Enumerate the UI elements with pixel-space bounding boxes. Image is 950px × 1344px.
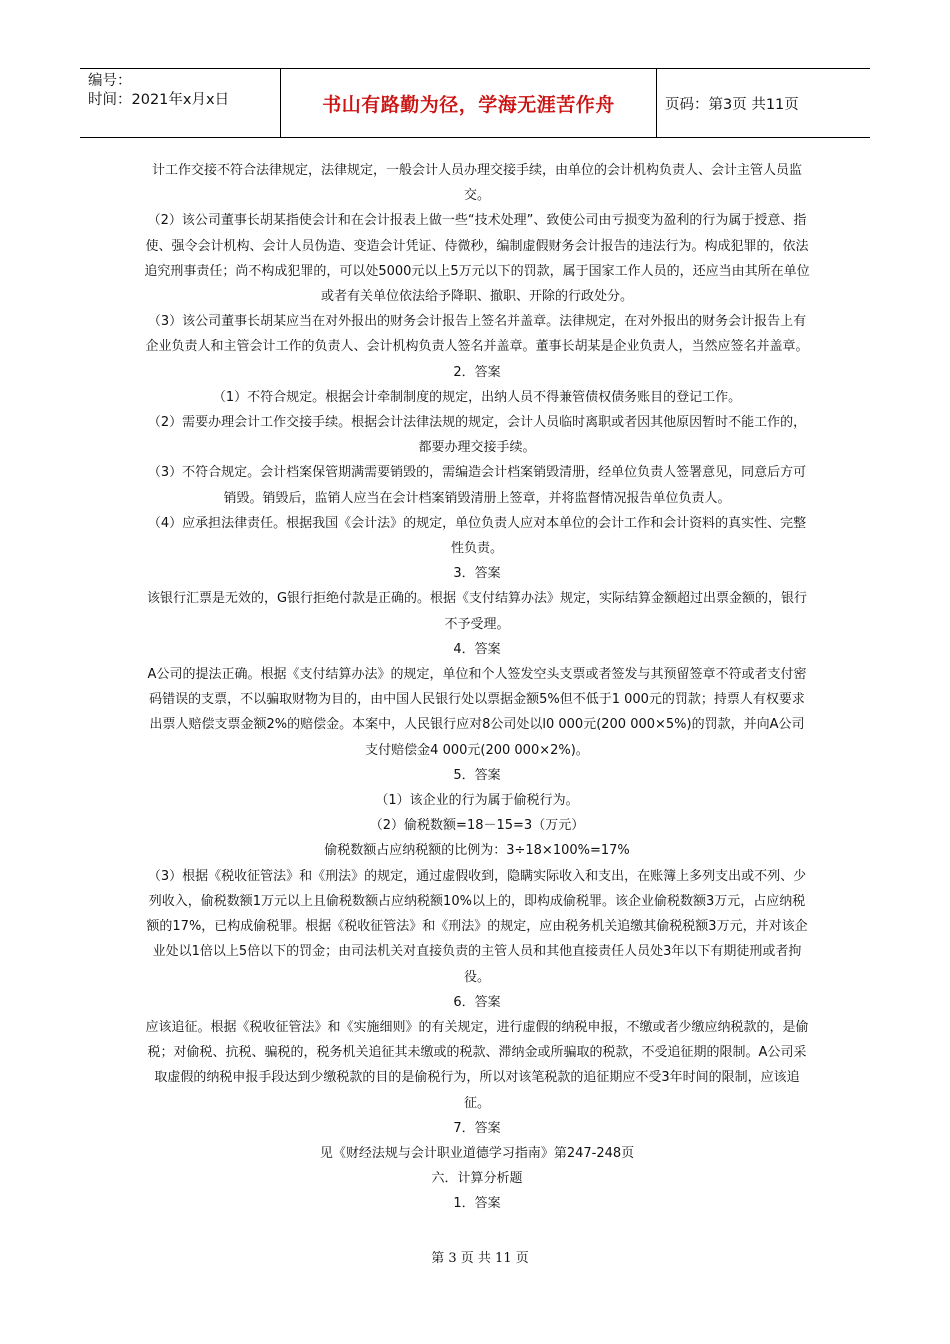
paragraph: （3）根据《税收征管法》和《刑法》的规定，通过虚假收到，隐瞒实际收入和支出，在账簿上多列支出或不列、少列收入，偷税数额1万元以上且偷税数额占应纳税额10%以上的，即构成偷税罪。该企业偷税数额3万元，占应纳税额的17%，已构成偷税罪。根据《税收征管法》和《刑法》的规定，应由税务机关追缴其偷税税额3万元，并对该企业处以1倍以上5倍以下的罚金；由司法机关对直接负责的主管人员和其他直接责任人员处3年以下有期徒刑或者拘役。 (146, 868, 808, 985)
section-heading: 1．答案 (453, 1196, 501, 1212)
page-footer (0, 1247, 950, 1266)
paragraph: 该银行汇票是无效的，G银行拒绝付款是正确的。根据《支付结算办法》规定，实际结算金额超过出票金额的，银行不予受理。 (146, 591, 808, 632)
header-meta (80, 69, 281, 137)
section-heading: 5．答案 (453, 767, 501, 783)
doc-date-label: 时间：2021年x月x日 (88, 92, 230, 108)
paragraph: 计工作交接不符合法律规定，法律规定，一般会计人员办理交接手续，由单位的会计机构负责人、会计主管人员监交。 (151, 163, 802, 204)
footer-page-number: 第 3 页 共 11 页 (431, 1251, 529, 1266)
paragraph: 见《财经法规与会计职业道德学习指南》第247-248页 (319, 1145, 635, 1161)
section-heading: 7．答案 (453, 1120, 501, 1136)
header-motto: 书山有路勤为径，学海无涯苦作舟 (281, 69, 657, 137)
section-heading: 2．答案 (453, 364, 501, 380)
page-header (80, 68, 870, 138)
paragraph: （2）偷税数额=18－15=3（万元） (369, 818, 585, 834)
paragraph: （2）该公司董事长胡某指使会计和在会计报表上做一些“技术处理”、致使公司由亏损变为盈利的行为属于授意、指使、强令会计机构、会计人员伪造、变造会计凭证、侍微秒，编制虚假财务会计报告的违法行为。构成犯罪的，依法追究刑事责任；尚不构成犯罪的，可以处5000元以上5万元以下的罚款，属于国家工作人员的，还应当由其所在单位或者有关单位依法给予降职、撤职、开除的行政处分。 (144, 213, 810, 305)
document-body (144, 158, 810, 1217)
section-heading: 3．答案 (453, 566, 501, 582)
paragraph: （3）该公司董事长胡某应当在对外报出的财务会计报告上签名并盖章。法律规定，在对外报出的财务会计报告上有企业负责人和主管会计工作的负责人、会计机构负责人签名并盖章。董事长胡某是企业负责人，当然应签名并盖章。 (145, 314, 809, 355)
paragraph: （3）不符合规定。会计档案保管期满需要销毁的，需编造会计档案销毁清册，经单位负责人签署意见，同意后方可销毁。销毁后，监销人应当在会计档案销毁清册上签章，并将监督情况报告单位负责人。 (147, 465, 807, 506)
paragraph: （4）应承担法律责任。根据我国《会计法》的规定，单位负责人应对本单位的会计工作和会计资料的真实性、完整性负责。 (147, 515, 807, 557)
doc-number-label: 编号： (88, 73, 132, 89)
section-heading: 4．答案 (453, 641, 501, 657)
section-heading: 6．答案 (453, 994, 501, 1010)
paragraph: （2）需要办理会计工作交接手续。根据会计法律法规的规定，会计人员临时离职或者因其他原因暂时不能工作的，都要办理交接手续。 (147, 415, 807, 456)
paragraph: （1）该企业的行为属于偷税行为。 (375, 793, 579, 809)
paragraph: A公司的提法正确。根据《支付结算办法》的规定，单位和个人签发空头支票或者签发与其预留签章不符或者支付密码错误的支票，不以骗取财物为目的，由中国人民银行处以票据金额5%但不低于1 000元的罚款；持票人有权要求出票人赔偿支票金额2%的赔偿金。本案中，人民银行应对8公司处以l0 000元(200 000×5%)的罚款，并向A公司支付赔偿金4 000元(200 000×2%)。 (147, 667, 807, 758)
header-page-info: 页码：第3页 共11页 (665, 96, 799, 113)
paragraph: （1）不符合规定。根据会计牵制制度的规定，出纳人员不得兼管债权债务账目的登记工作。 (212, 389, 742, 405)
paragraph: 应该追征。根据《税收征管法》和《实施细则》的有关规定，进行虚假的纳税申报，不缴或者少缴应纳税款的，是偷税；对偷税、抗税、骗税的，税务机关追征其未缴或的税款、滞纳金或所骗取的税款，不受追征期的限制。A公司采取虚假的纳税申报手段达到少缴税款的目的是偷税行为，所以对该笔税款的追征期应不受3年时间的限制，应该追征。 (145, 1019, 809, 1111)
section-heading: 六．计算分析题 (431, 1171, 523, 1187)
paragraph: 偷税数额占应纳税额的比例为：3÷18×100%=17% (324, 843, 630, 859)
